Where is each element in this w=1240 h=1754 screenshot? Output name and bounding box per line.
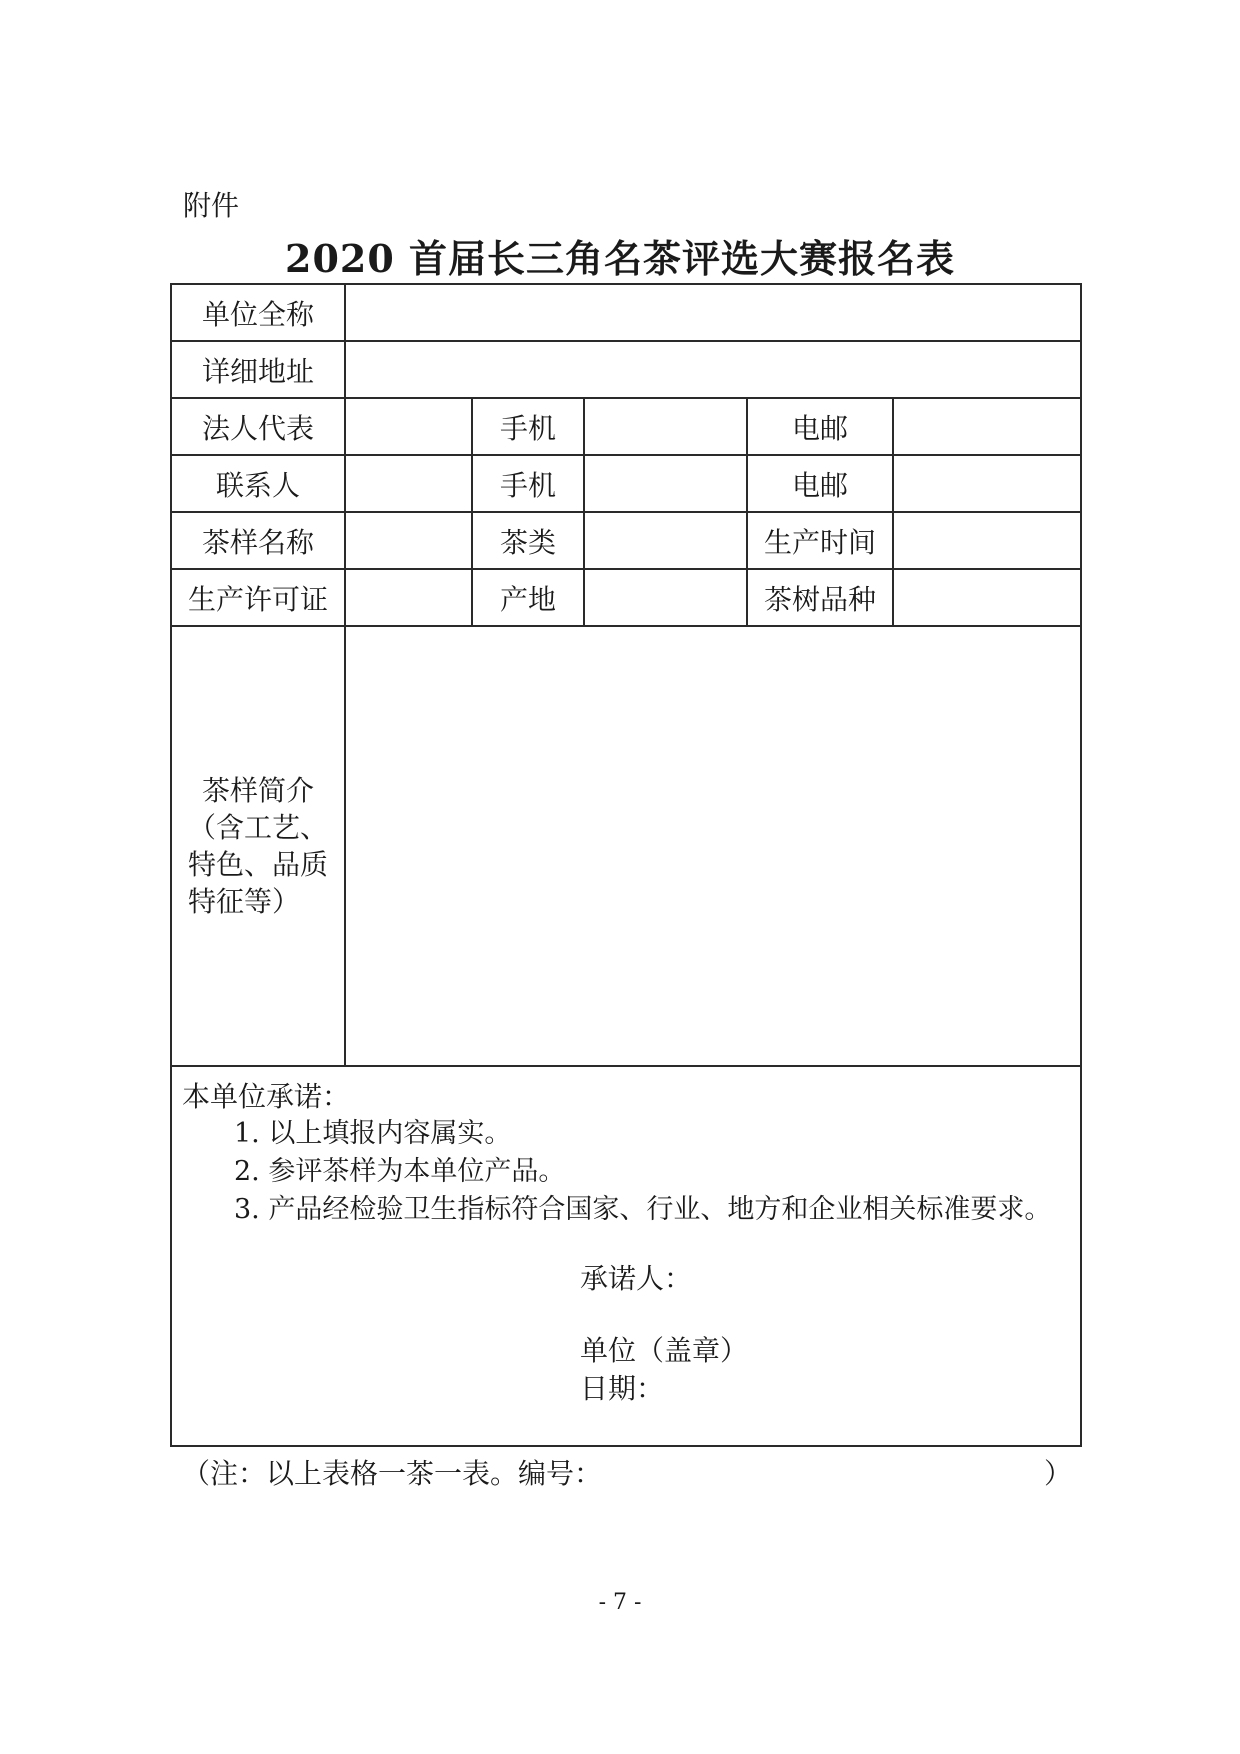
- legal-rep-phone-label: 手机: [472, 398, 584, 455]
- form-row-legal-rep: [171, 398, 1081, 455]
- tea-intro-label-line-1: 茶样简介: [201, 774, 314, 807]
- tea-type-label: 茶类: [472, 512, 584, 569]
- variety-field[interactable]: [893, 569, 1081, 626]
- form-row-tea-intro: [171, 626, 1081, 1066]
- legal-rep-email-field[interactable]: [893, 398, 1081, 455]
- form-row-promise: [171, 1066, 1081, 1446]
- legal-rep-label: 法人代表: [171, 398, 345, 455]
- promisor-label: 承诺人：: [580, 1262, 693, 1295]
- legal-rep-email-label: 电邮: [747, 398, 893, 455]
- tea-name-label: 茶样名称: [171, 512, 345, 569]
- license-field[interactable]: [345, 569, 472, 626]
- tea-intro-label: [171, 626, 345, 1066]
- legal-rep-phone-field[interactable]: [584, 398, 747, 455]
- promise-section: [171, 1066, 1081, 1446]
- contact-phone-label: 手机: [472, 455, 584, 512]
- variety-label: 茶树品种: [747, 569, 893, 626]
- address-field[interactable]: [345, 341, 1081, 398]
- form-row-contact: [171, 455, 1081, 512]
- origin-label: 产地: [472, 569, 584, 626]
- tea-intro-label-line-2: （含工艺、: [187, 811, 328, 844]
- contact-field[interactable]: [345, 455, 472, 512]
- footnote: [182, 1452, 1072, 1492]
- unit-name-label: 单位全称: [171, 284, 345, 341]
- contact-email-label: 电邮: [747, 455, 893, 512]
- unit-name-field[interactable]: [345, 284, 1081, 341]
- address-label: 详细地址: [171, 341, 345, 398]
- promise-heading: 本单位承诺：: [182, 1080, 351, 1113]
- footnote-close-paren: ）: [1043, 1457, 1072, 1490]
- promise-item: 3. 产品经检验卫生指标符合国家、行业、地方和企业相关标准要求。: [234, 1194, 1052, 1225]
- contact-label: 联系人: [171, 455, 345, 512]
- promise-item: 2. 参评茶样为本单位产品。: [234, 1156, 566, 1187]
- footnote-text: （注：以上表格一茶一表。编号：: [182, 1457, 603, 1490]
- form-row-license: [171, 569, 1081, 626]
- form-row-tea-name: [171, 512, 1081, 569]
- form-title: 2020 首届长三角名茶评选大赛报名表: [285, 236, 955, 281]
- contact-phone-field[interactable]: [584, 455, 747, 512]
- license-label: 生产许可证: [171, 569, 345, 626]
- contact-email-field[interactable]: [893, 455, 1081, 512]
- attachment-label: 附件: [183, 189, 240, 222]
- legal-rep-field[interactable]: [345, 398, 472, 455]
- production-time-field[interactable]: [893, 512, 1081, 569]
- promise-list: [234, 1115, 1051, 1229]
- origin-field[interactable]: [584, 569, 747, 626]
- tea-intro-label-line-4: 特征等）: [187, 885, 300, 918]
- registration-form-table: [170, 283, 1082, 1447]
- form-row-unit-name: [171, 284, 1081, 341]
- tea-intro-field[interactable]: [345, 626, 1081, 1066]
- unit-seal-label: 单位（盖章）: [580, 1334, 749, 1367]
- form-row-address: [171, 341, 1081, 398]
- tea-intro-label-line-3: 特色、品质: [187, 848, 328, 881]
- promise-item: 1. 以上填报内容属实。: [234, 1118, 512, 1149]
- production-time-label: 生产时间: [747, 512, 893, 569]
- page-number: - 7 -: [598, 1590, 642, 1615]
- tea-type-field[interactable]: [584, 512, 747, 569]
- tea-name-field[interactable]: [345, 512, 472, 569]
- date-label: 日期：: [580, 1372, 665, 1405]
